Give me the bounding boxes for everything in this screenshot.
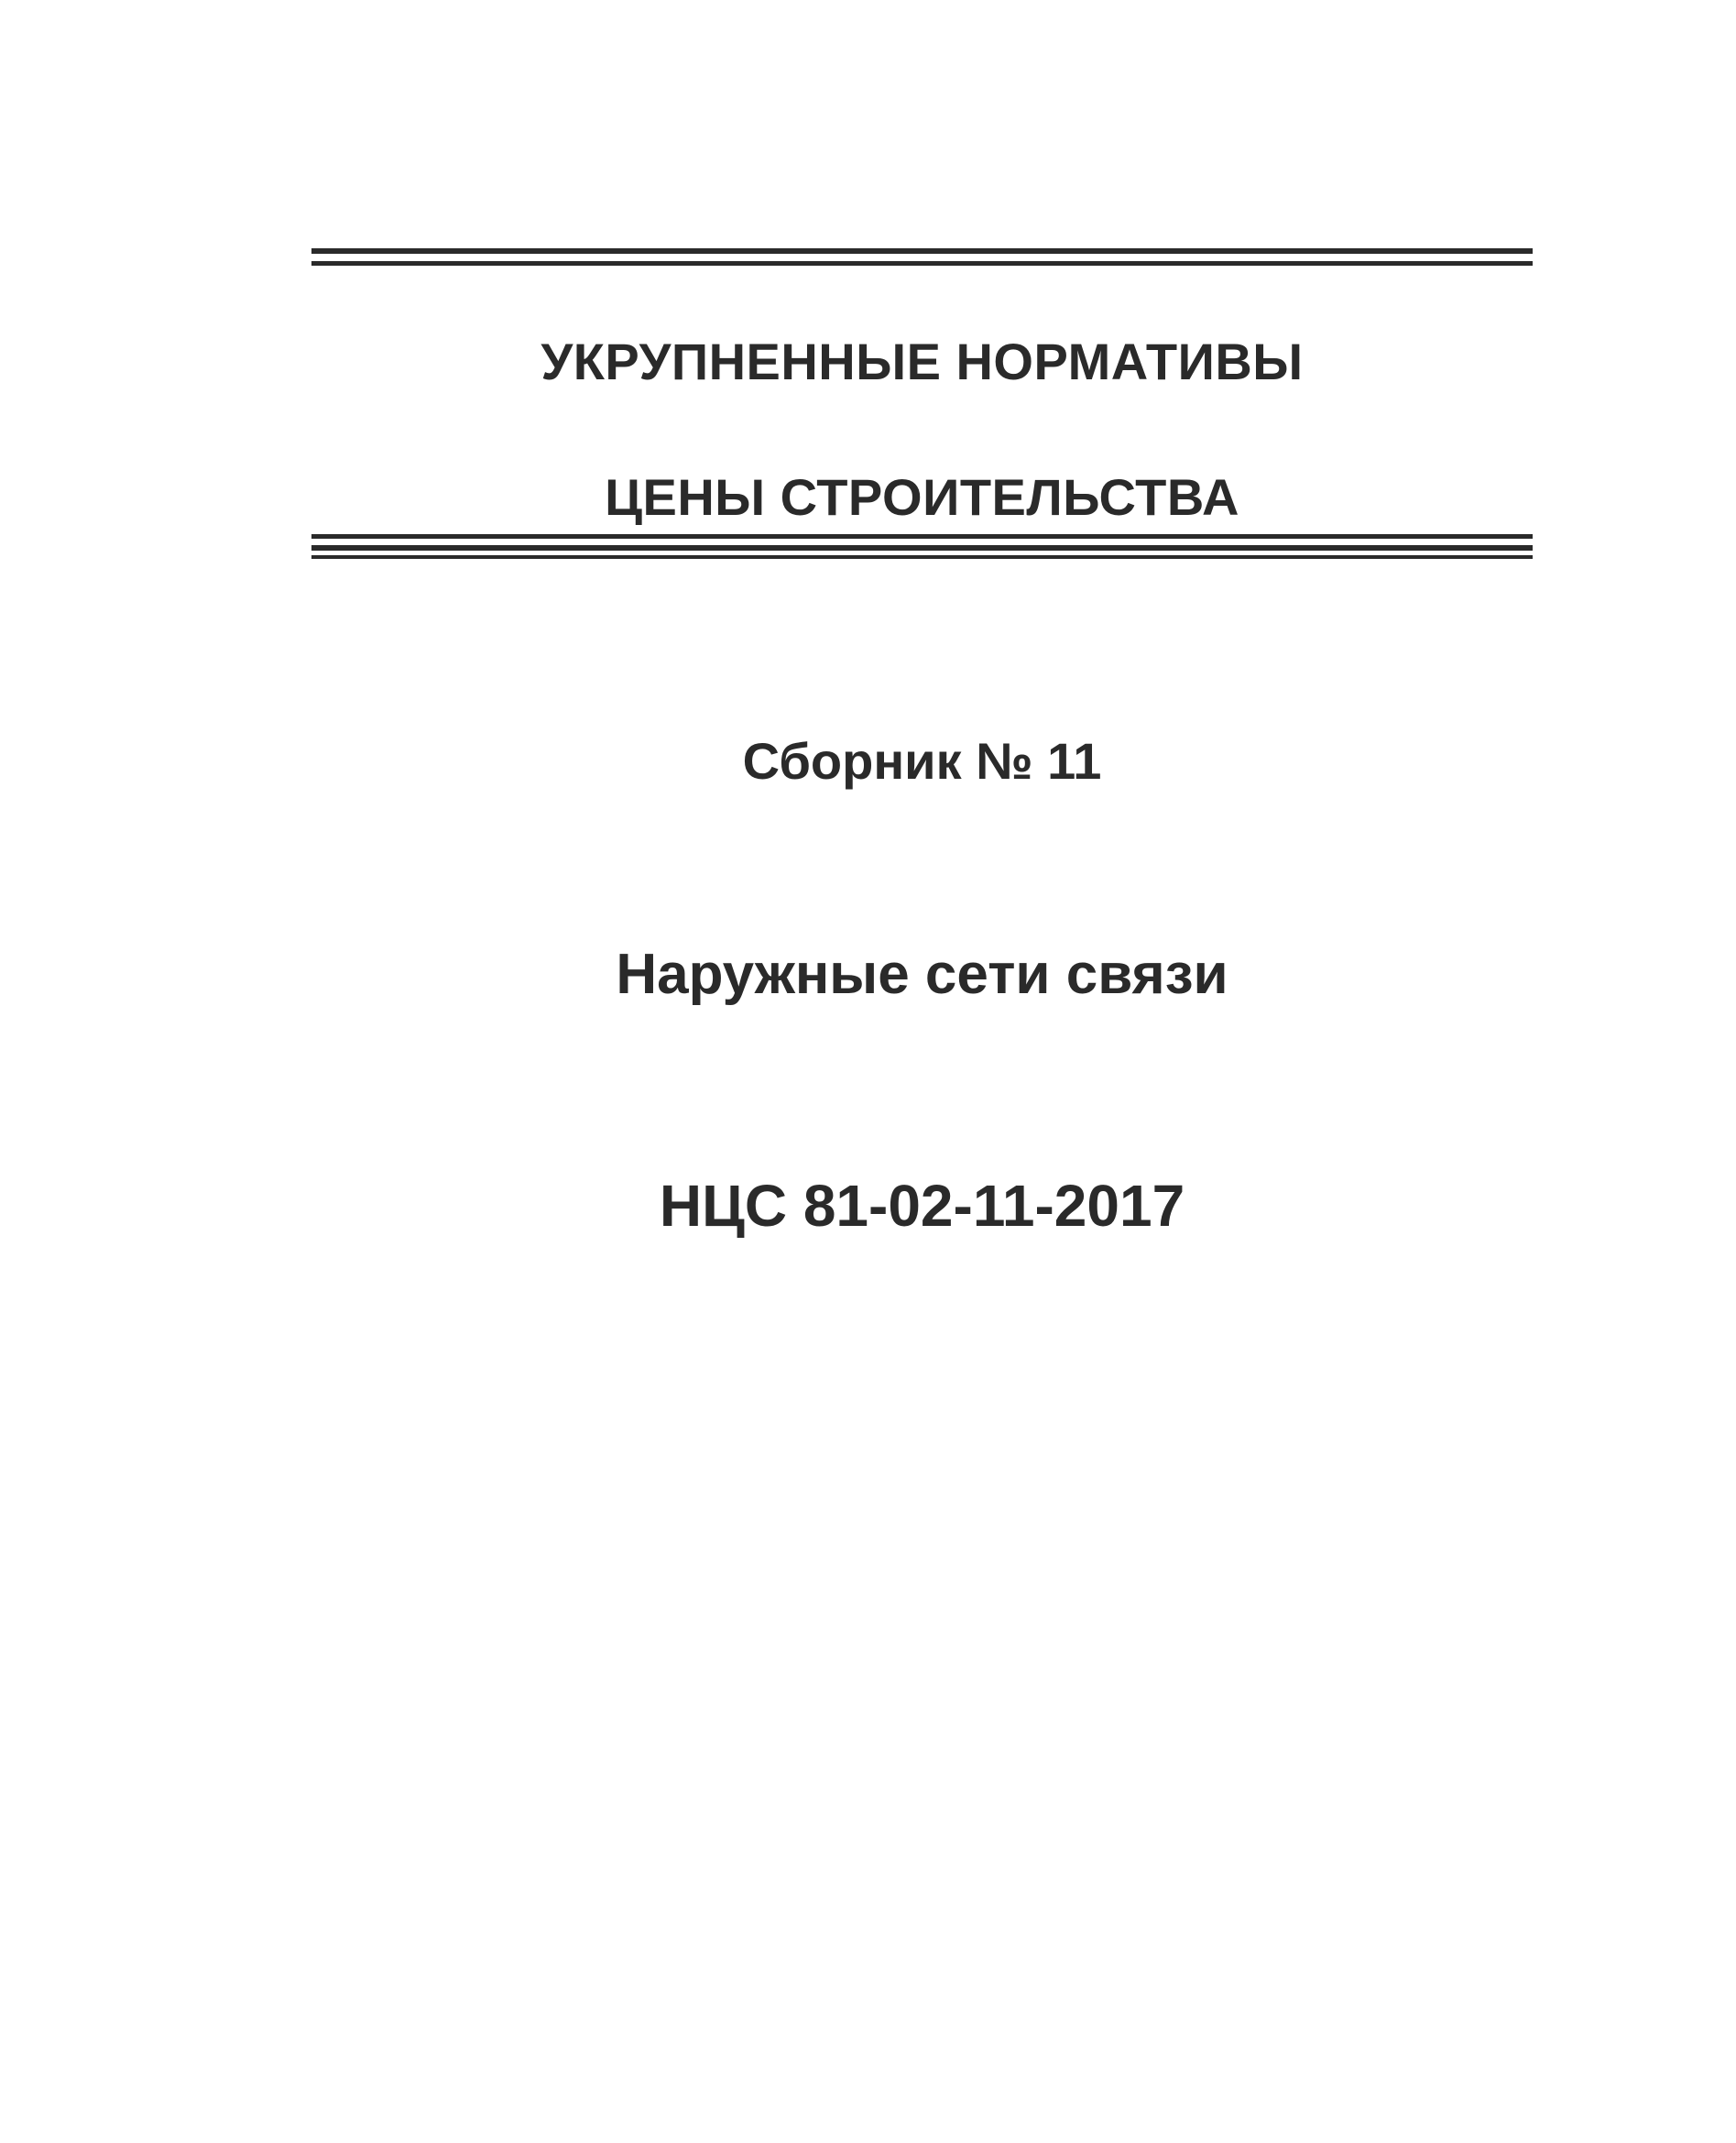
triple-rule-line-1 (311, 534, 1533, 539)
collection-title: Сборник № 11 (742, 732, 1102, 790)
triple-rule-line-3 (311, 555, 1533, 559)
triple-rule-line-2 (311, 545, 1533, 551)
bottom-triple-rule (311, 534, 1533, 559)
main-title-line2: ЦЕНЫ СТРОИТЕЛЬСТВА (605, 468, 1239, 526)
main-title-line1: УКРУПНЕННЫЕ НОРМАТИВЫ (540, 333, 1304, 390)
document-code: НЦС 81-02-11-2017 (659, 1173, 1185, 1239)
document-subtitle: Наружные сети связи (616, 943, 1228, 1006)
top-double-rule (311, 248, 1533, 266)
main-title (311, 328, 1533, 531)
